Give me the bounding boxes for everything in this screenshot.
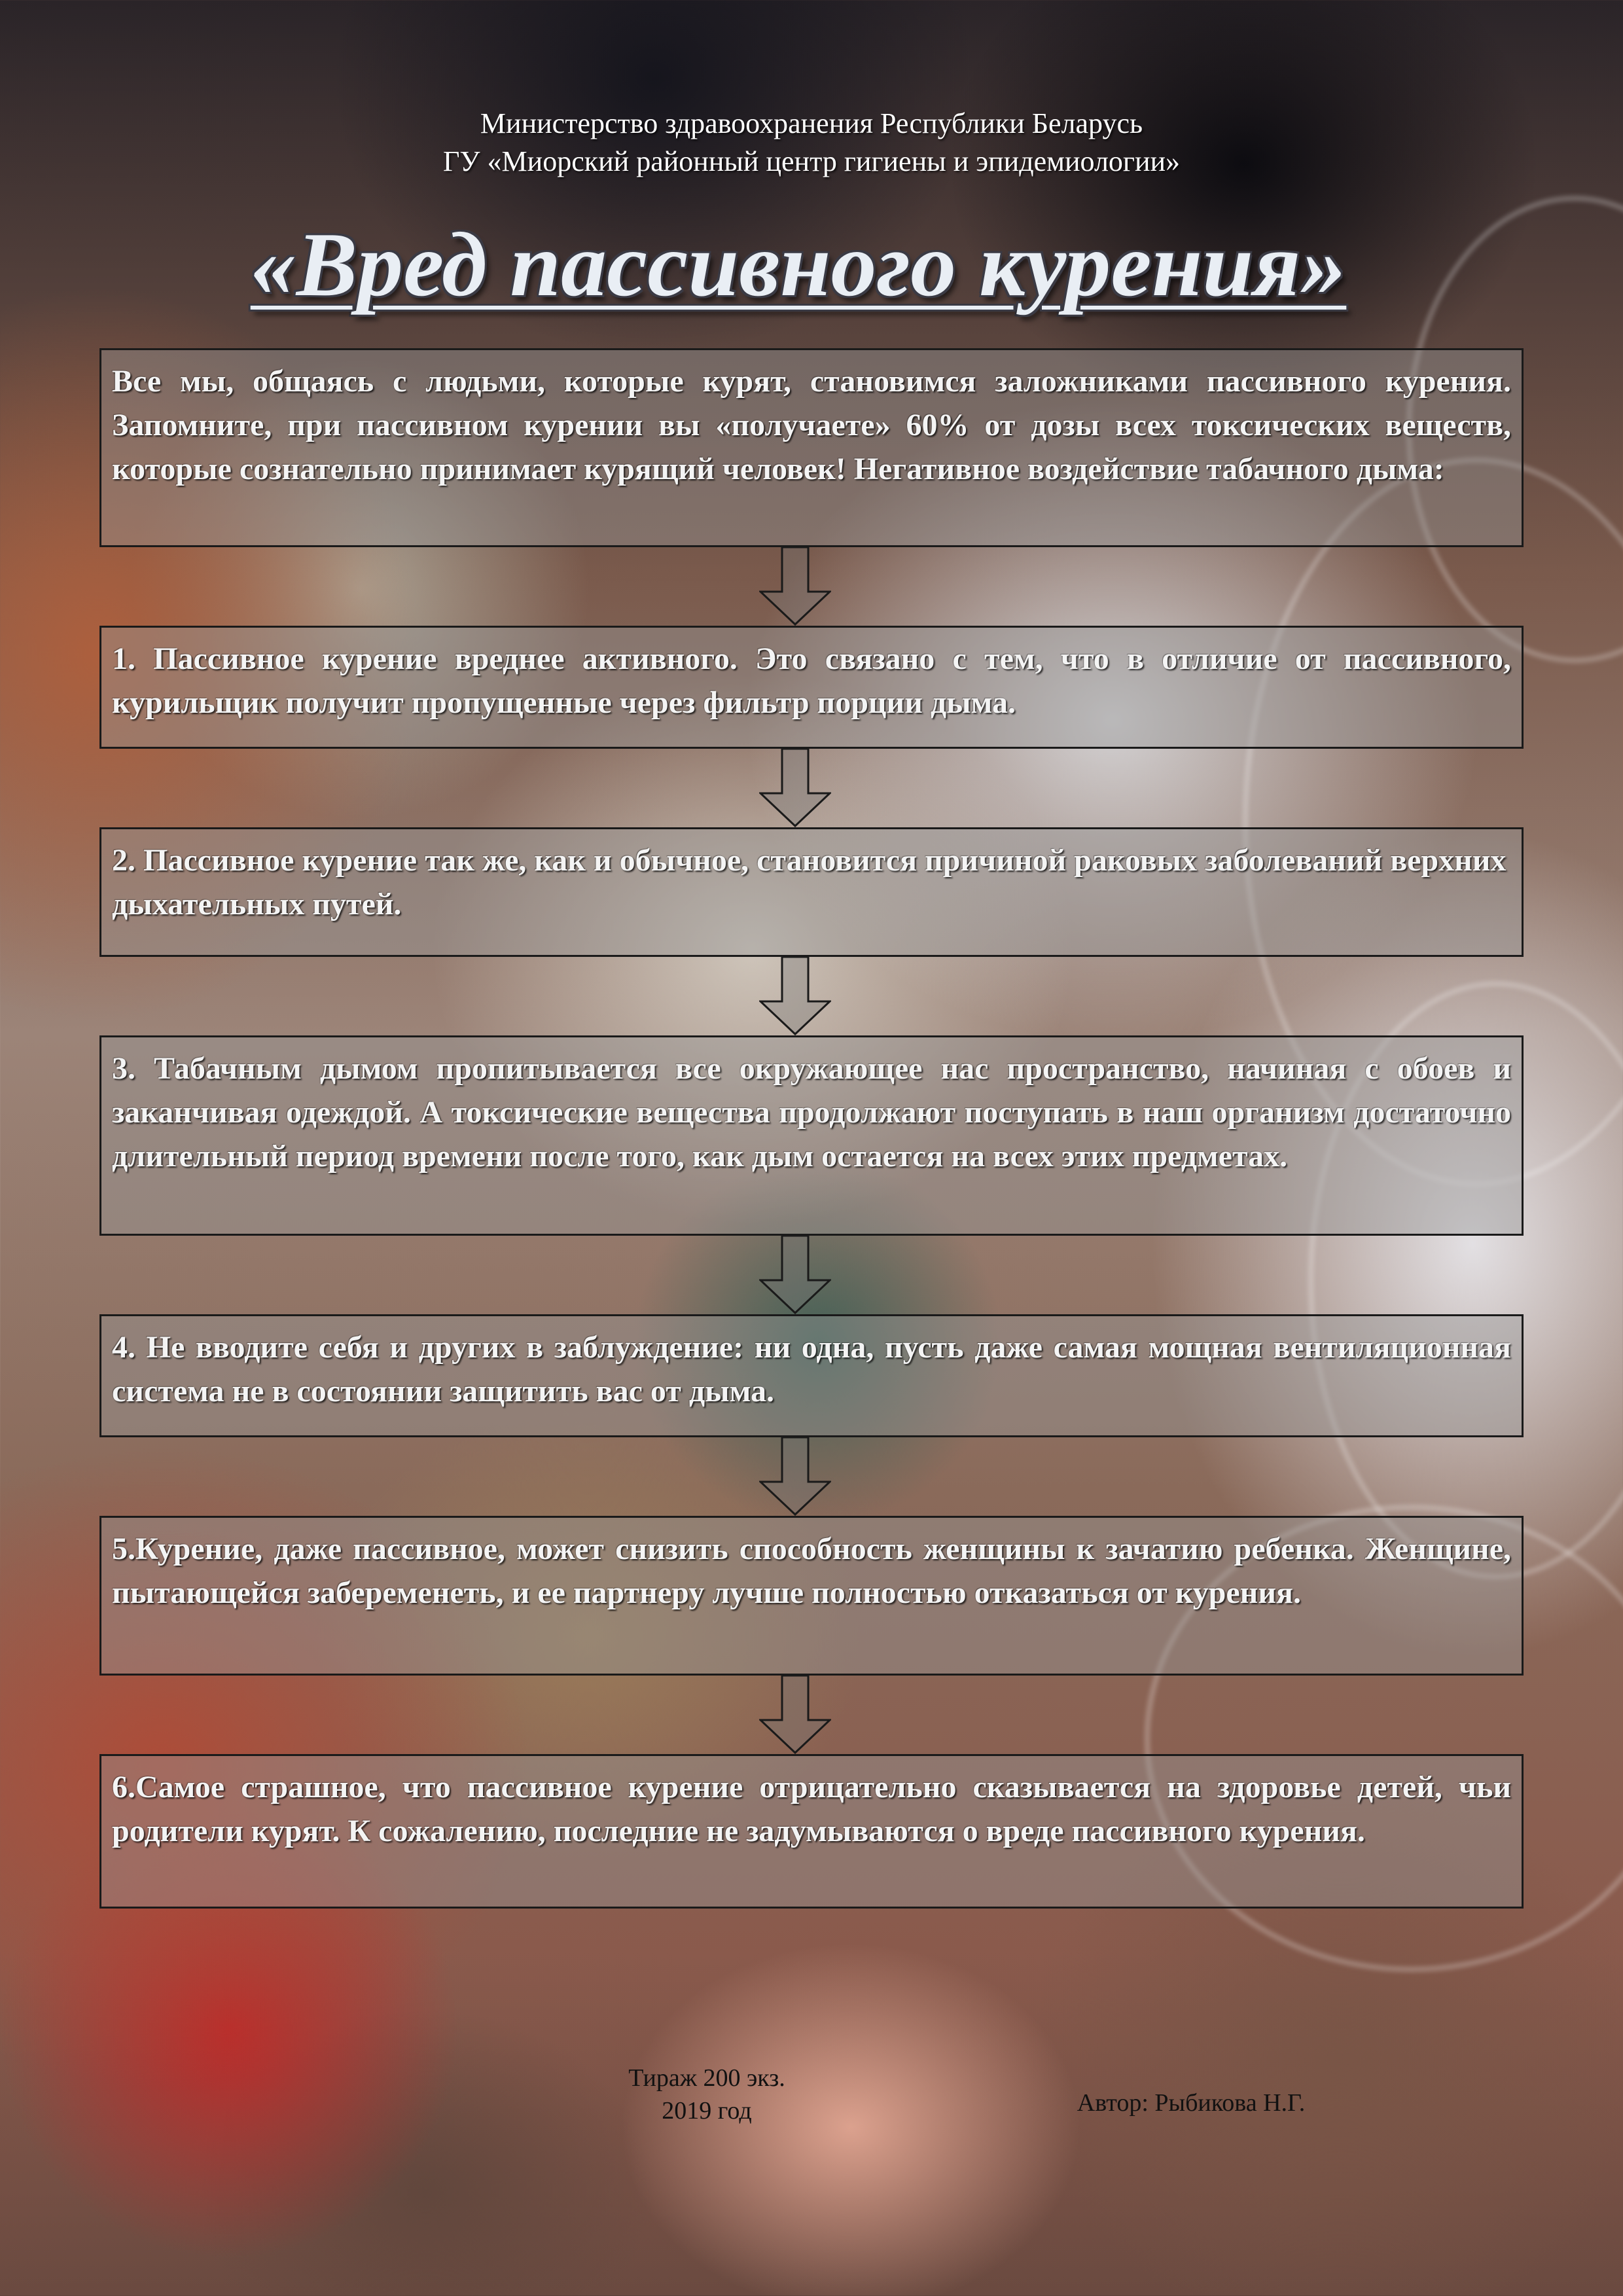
point-2-text: 2. Пассивное курение так же, как и обычное, становится причиной раковых заболеваний верхних дыхательных путей.: [112, 843, 1507, 922]
point-1-text: 1. Пассивное курение вреднее активного. Это связано с тем, что в отличие от пассивного, курильщик получит пропущенные через фильтр порции дыма.: [112, 641, 1511, 720]
down-arrow-icon: [759, 957, 831, 1035]
point-4-block: [99, 1314, 1524, 1437]
ministry-name: Министерство здравоохранения Республики Беларусь: [480, 107, 1143, 139]
author: Автор: Рыбикова Н.Г.: [1077, 2089, 1306, 2117]
down-arrow-icon: [759, 547, 831, 626]
down-arrow-icon: [759, 1437, 831, 1516]
print-run: Тираж 200 экз.: [628, 2064, 785, 2092]
intro-block: [99, 348, 1524, 547]
point-3-text: 3. Табачным дымом пропитывается все окружающее нас пространство, начиная с обоев и заканчивая одеждой. А токсические вещества продолжают поступать в наш организм достаточно длительный период времени после того, как дым остается на всех этих предметах.: [112, 1051, 1511, 1174]
point-6-block: [99, 1754, 1524, 1909]
print-year: 2019 год: [662, 2097, 752, 2125]
down-arrow-icon: [759, 1236, 831, 1314]
header: [0, 105, 1623, 181]
point-1-block: [99, 626, 1524, 749]
down-arrow-icon: [759, 749, 831, 827]
intro-text: Все мы, общаясь с людьми, которые курят, становимся заложниками пассивного курения. Запомните, при пассивном курении вы «получаете» 60% от дозы всех токсических веществ, которые сознательно принимает курящий человек! Негативное воздействие табачного дыма:: [112, 364, 1511, 486]
point-4-text: 4. Не вводите себя и других в заблуждение: ни одна, пусть даже самая мощная вентиляционная система не в состоянии защитить вас от дыма.: [112, 1330, 1511, 1408]
page-title: «Вред пассивного курения»: [250, 214, 1347, 315]
center-name: ГУ «Миорский районный центр гигиены и эпидемиологии»: [442, 145, 1181, 177]
point-2-block: [99, 827, 1524, 957]
point-3-block: [99, 1035, 1524, 1236]
point-6-text: 6.Самое страшное, что пассивное курение отрицательно сказывается на здоровье детей, чьи родители курят. К сожалению, последние не задумываются о вреде пассивного курения.: [112, 1770, 1511, 1848]
down-arrow-icon: [759, 1676, 831, 1754]
print-info: [576, 2062, 838, 2127]
point-5-text: 5.Курение, даже пассивное, может снизить способность женщины к зачатию ребенка. Женщине, пытающейся забеременеть, и ее партнеру лучше полностью отказаться от курения.: [112, 1532, 1511, 1610]
point-5-block: [99, 1516, 1524, 1676]
